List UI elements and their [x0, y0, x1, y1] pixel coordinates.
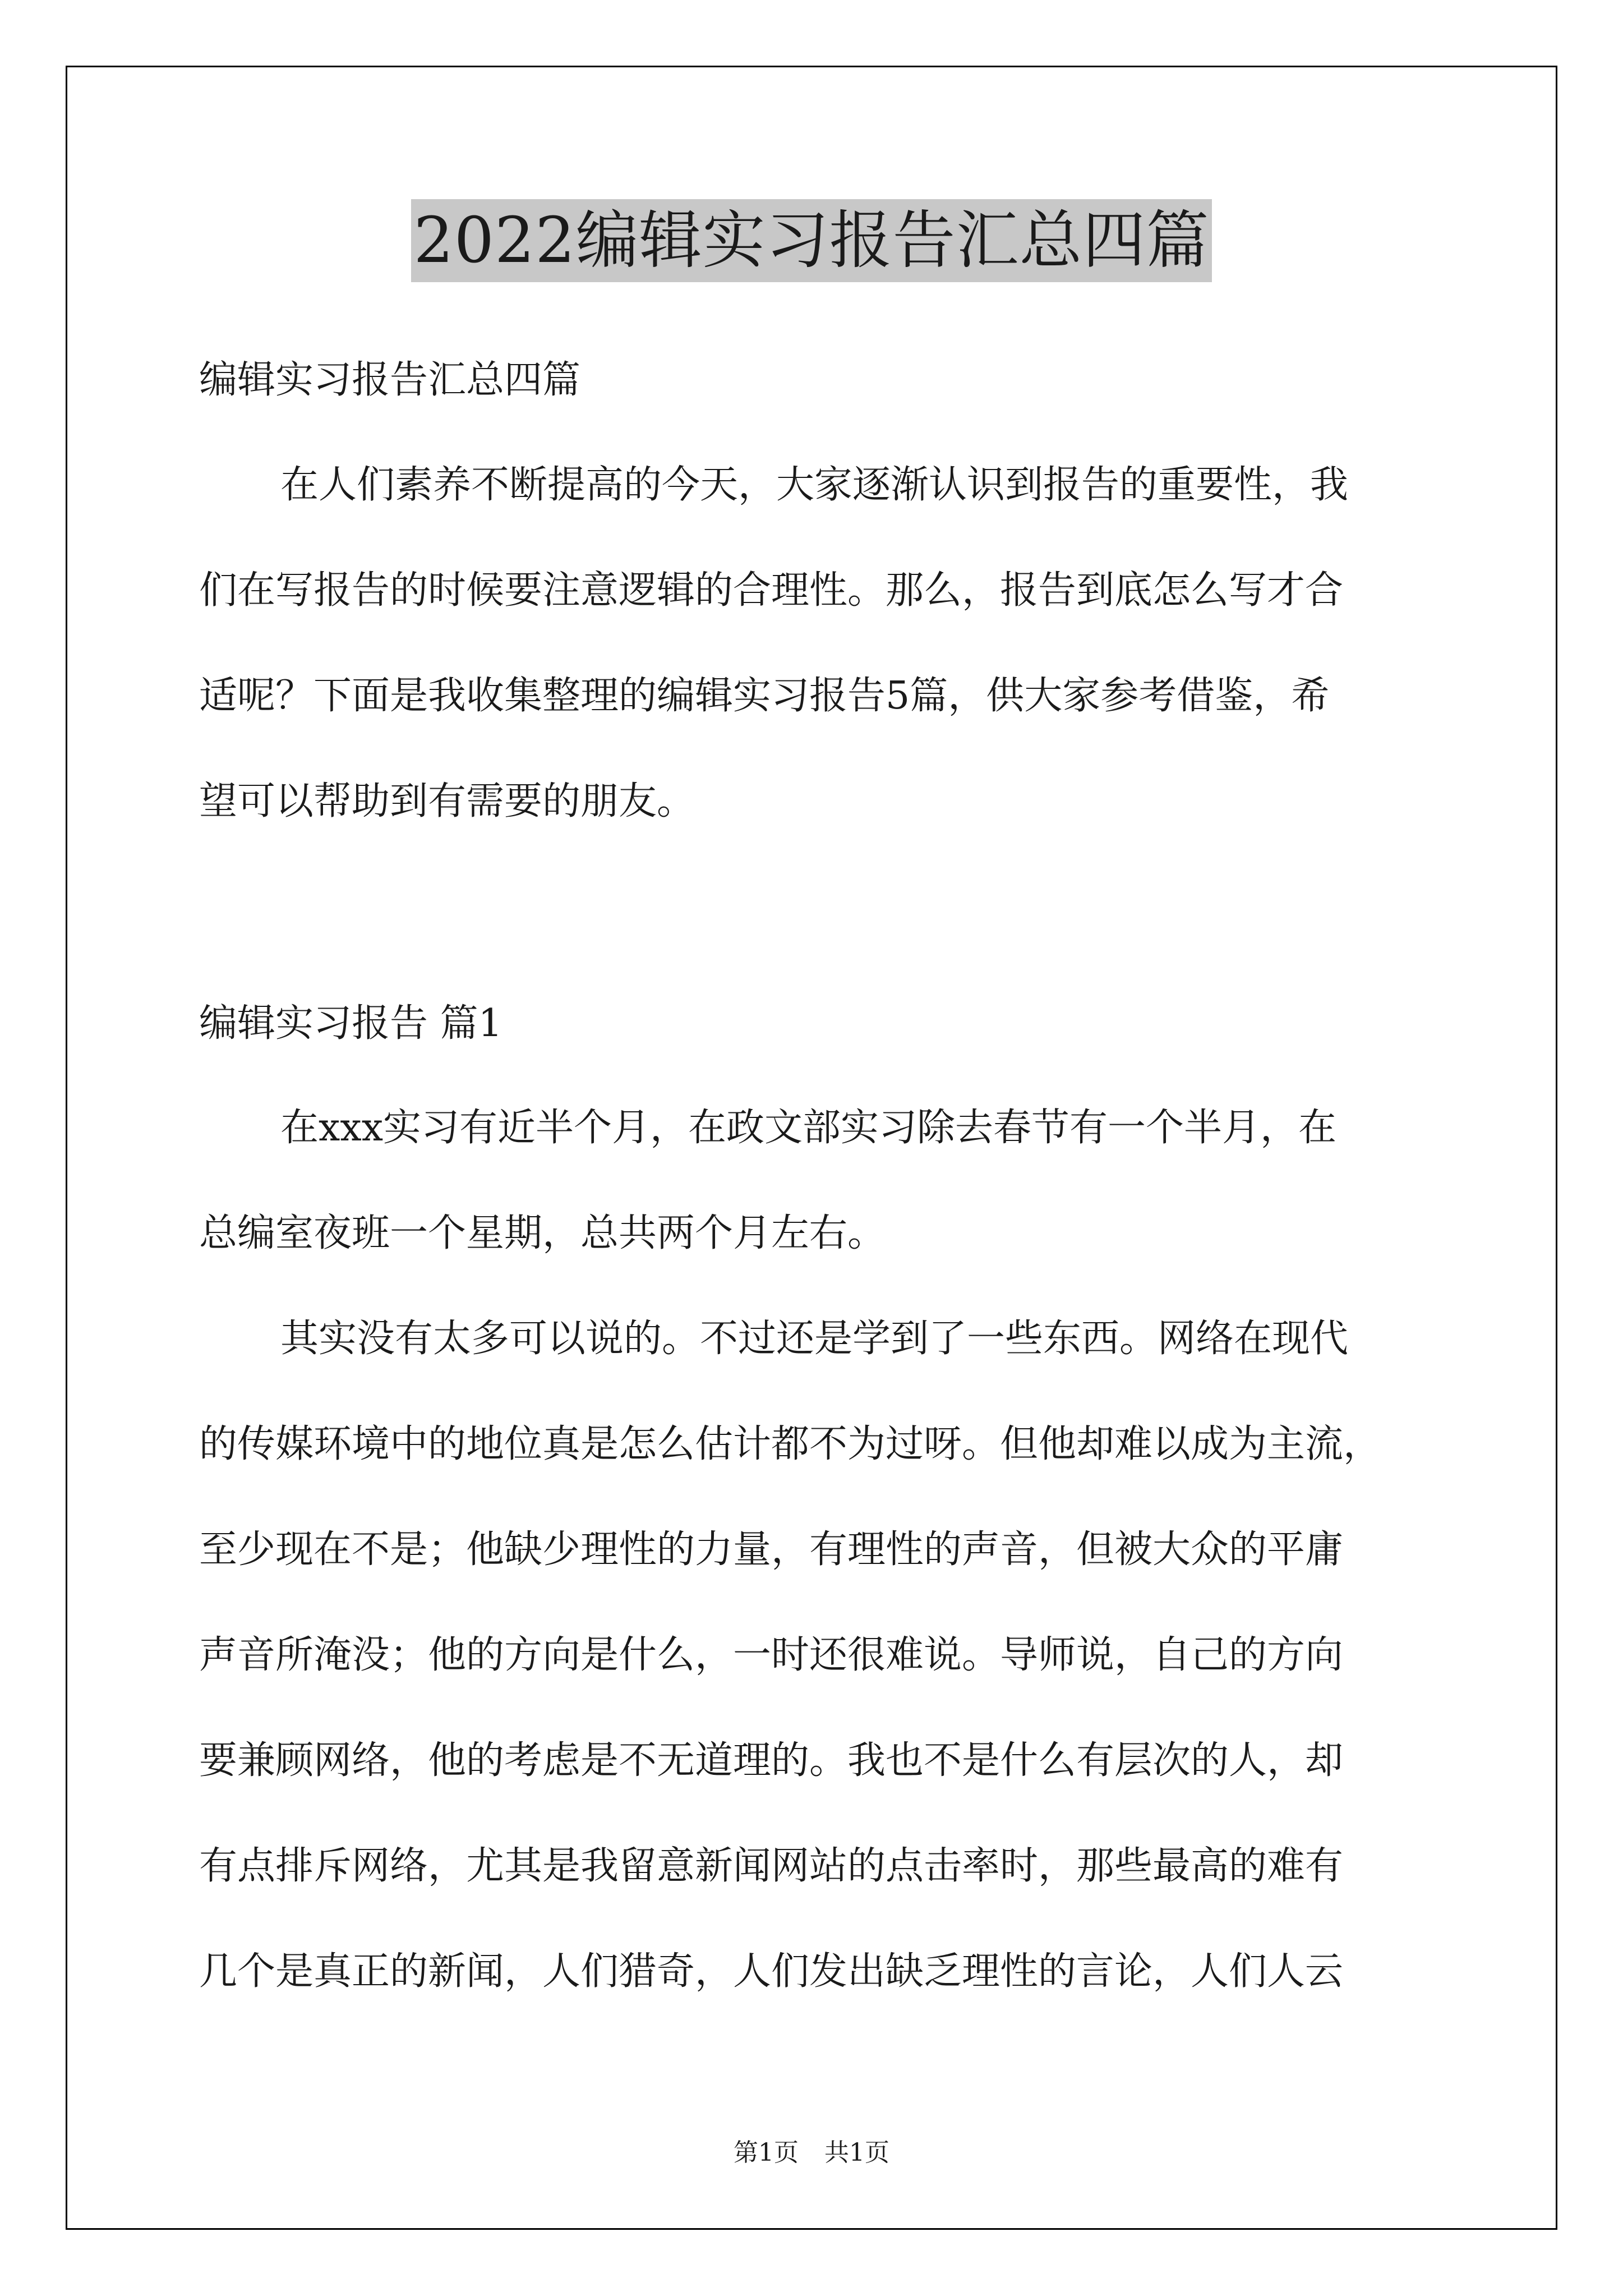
body-line: 有点排斥网络，尤其是我留意新闻网站的点击率时，那些最高的难有: [199, 1844, 1344, 1888]
intro-line: 们在写报告的时候要注意逻辑的合理性。那么，报告到底怎么写才合: [199, 568, 1344, 613]
document-title: 2022编辑实习报告汇总四篇: [411, 199, 1211, 282]
intro-line: 望可以帮助到有需要的朋友。: [199, 779, 695, 823]
body-line: 的传媒环境中的地位真是怎么估计都不为过呀。但他却难以成为主流，: [199, 1422, 1382, 1466]
document-subtitle: 编辑实习报告汇总四篇: [199, 358, 581, 402]
page-footer: [0, 2137, 1623, 2169]
body-line: 声音所淹没；他的方向是什么，一时还很难说。导师说，自己的方向: [199, 1633, 1344, 1677]
body-line: 几个是真正的新闻，人们猎奇，人们发出缺乏理性的言论，人们人云: [199, 1949, 1344, 1994]
page-number-current: 第1页: [734, 2138, 799, 2167]
body-line: 总编室夜班一个星期，总共两个月左右。: [199, 1211, 886, 1255]
page-number-total: 共1页: [824, 2138, 889, 2167]
body-line: 其实没有太多可以说的。不过还是学到了一些东西。网络在现代: [280, 1317, 1349, 1361]
intro-line: 在人们素养不断提高的今天，大家逐渐认识到报告的重要性，我: [280, 463, 1349, 507]
title-container: [0, 199, 1623, 282]
section-heading: 编辑实习报告 篇1: [199, 1001, 502, 1046]
body-line: 在xxx实习有近半个月，在政文部实习除去春节有一个半月，在: [280, 1106, 1337, 1150]
body-line: 至少现在不是；他缺少理性的力量，有理性的声音，但被大众的平庸: [199, 1527, 1344, 1572]
intro-line: 适呢？下面是我收集整理的编辑实习报告5篇，供大家参考借鉴，希: [199, 674, 1330, 718]
body-line: 要兼顾网络，他的考虑是不无道理的。我也不是什么有层次的人，却: [199, 1738, 1344, 1783]
